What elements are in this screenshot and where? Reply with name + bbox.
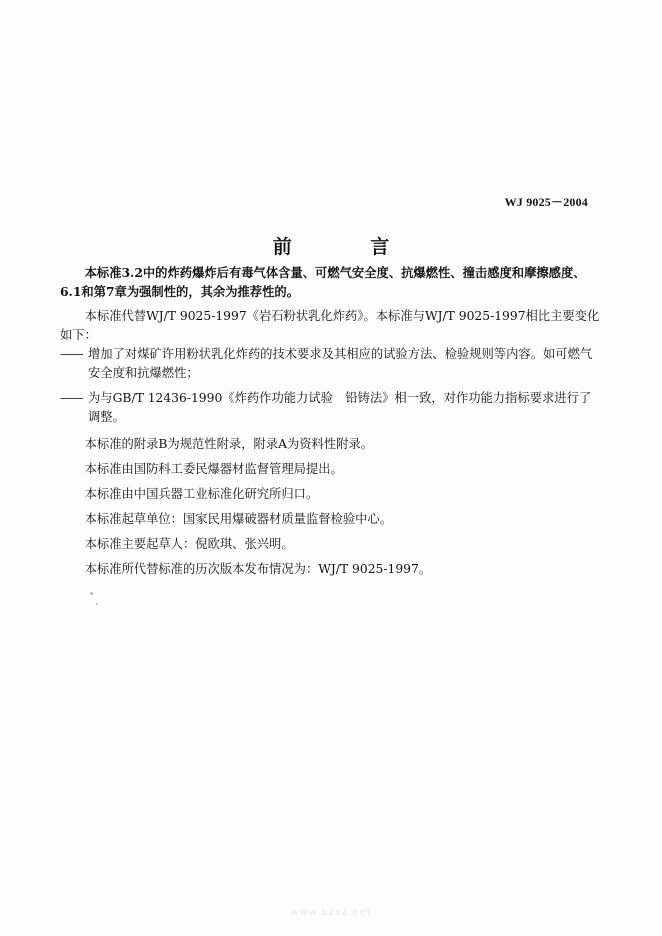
dash-marker: —— bbox=[60, 347, 83, 361]
paragraph-centralized-by: 本标准由中国兵器工业标准化研究所归口。 bbox=[84, 487, 319, 501]
paragraph-replacement: 本标准代替WJ/T 9025-1997《岩石粉状乳化炸药》。本标准与WJ/T 9025-1997相比主要变化如下： bbox=[60, 309, 600, 342]
paragraph-version-history: 本标准所代替标准的历次版本发布情况为：WJ/T 9025-1997。 bbox=[84, 562, 432, 576]
document-code: WJ 9025－2004 bbox=[504, 195, 588, 209]
paragraph-appendix: 本标准的附录B为规范性附录，附录A为资料性附录。 bbox=[84, 437, 374, 451]
paragraph-drafters: 本标准主要起草人：倪欧琪、张兴明。 bbox=[84, 537, 294, 551]
list-item-text: 增加了对煤矿许用粉状乳化炸药的技术要求及其相应的试验方法、检验规则等内容。如可燃气安全度和抗爆燃性； bbox=[88, 347, 593, 380]
scan-speck bbox=[90, 592, 93, 595]
list-item-change-2 bbox=[60, 389, 600, 427]
paragraph-drafting-unit: 本标准起草单位：国家民用爆破器材质量监督检验中心。 bbox=[84, 512, 393, 526]
watermark: www.bzxz.net bbox=[290, 907, 372, 918]
page-title: 前 言 bbox=[272, 236, 426, 258]
paragraph-mandatory-clauses: 本标准3.2中的炸药爆炸后有毒气体含量、可燃气安全度、抗爆燃性、撞击感度和摩擦感度、6.1和第7章为强制性的，其余为推荐性的。 bbox=[60, 265, 586, 299]
list-item-change-1 bbox=[60, 345, 600, 383]
paragraph-proposer: 本标准由国防科工委民爆器材监督管理局提出。 bbox=[84, 462, 343, 476]
dash-marker: —— bbox=[60, 391, 83, 405]
list-item-text: 为与GB/T 12436-1990《炸药作功能力试验 铅铸法》相一致，对作功能力指标要求进行了调整。 bbox=[88, 391, 592, 424]
scan-speck bbox=[96, 603, 98, 605]
document-body bbox=[60, 263, 600, 579]
